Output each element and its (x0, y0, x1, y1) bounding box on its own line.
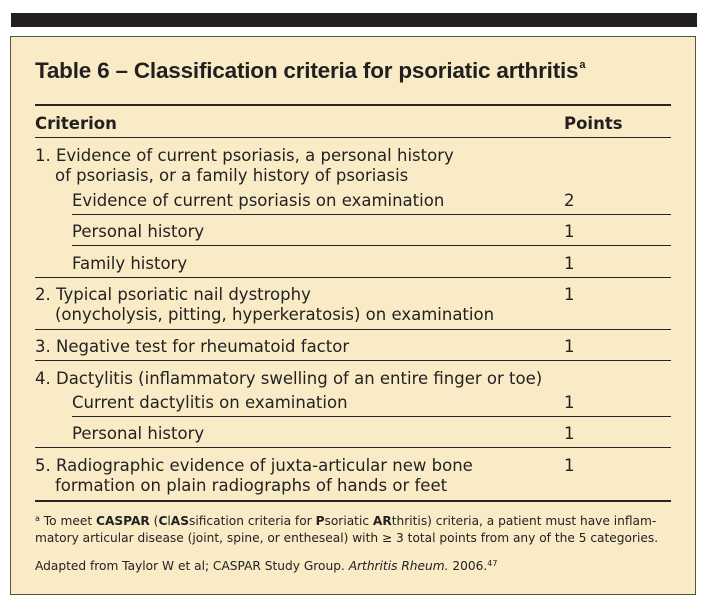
header-points: Points (564, 114, 623, 133)
criterion-2-line2: (onycholysis, pitting, hyperkeratosis) on examination (55, 305, 495, 324)
criterion-5-line2: formation on plain radiographs of hands or feet (55, 476, 448, 495)
sub-criterion-current-dactylitis: Current dactylitis on examination (72, 393, 348, 412)
row-rule (35, 277, 671, 278)
criterion-5-line1: 5. Radiographic evidence of juxta-articular new bone (35, 456, 473, 475)
points-family-history: 1 (564, 254, 575, 273)
points-radiographic: 1 (564, 456, 575, 475)
points-current-dactylitis: 1 (564, 393, 575, 412)
sub-criterion-current-psoriasis: Evidence of current psoriasis on examination (72, 191, 445, 210)
top-bar (11, 13, 697, 27)
sub-criterion-dactylitis-history: Personal history (72, 424, 205, 443)
points-rheumatoid-factor: 1 (564, 337, 575, 356)
sub-criterion-personal-history: Personal history (72, 222, 205, 241)
sub-criterion-family-history: Family history (72, 254, 188, 273)
row-rule (35, 360, 671, 361)
row-rule (72, 245, 671, 246)
points-nail-dystrophy: 1 (564, 285, 575, 304)
footnote: $^a$ To meet CASPAR (ClASsification criteria for Psoriatic ARthritis) criteria, a patient must have inflam- matory articular disease (joint, spine, or entheseal) with ≥ 3 total points from any of the 5 categories. (35, 514, 659, 545)
table-bottom-rule (35, 500, 671, 502)
points-personal-history: 1 (564, 222, 575, 241)
header-top-rule (35, 104, 671, 106)
source-citation: Adapted from Taylor W et al; CASPAR Study Group. Arthritis Rheum. 2006.47 (35, 559, 498, 573)
table-box (10, 36, 696, 595)
row-rule (35, 329, 671, 330)
criterion-3: 3. Negative test for rheumatoid factor (35, 337, 350, 356)
header-bottom-rule (35, 137, 671, 138)
criterion-2-line1: 2. Typical psoriatic nail dystrophy (35, 285, 311, 304)
points-current-psoriasis: 2 (564, 191, 575, 210)
criterion-1-line1: 1. Evidence of current psoriasis, a personal history (35, 146, 454, 165)
title-note-mark: a (579, 59, 586, 71)
header-criterion: Criterion (35, 114, 117, 133)
criterion-4: 4. Dactylitis (inflammatory swelling of an entire finger or toe) (35, 369, 543, 388)
table-title: Table 6 – Classification criteria for psoriatic arthritis$^a$ (35, 58, 586, 83)
criterion-1-line2: of psoriasis, or a family history of psoriasis (55, 166, 409, 185)
row-rule (72, 416, 671, 417)
row-rule (35, 447, 671, 448)
points-dactylitis-history: 1 (564, 424, 575, 443)
row-rule (72, 214, 671, 215)
